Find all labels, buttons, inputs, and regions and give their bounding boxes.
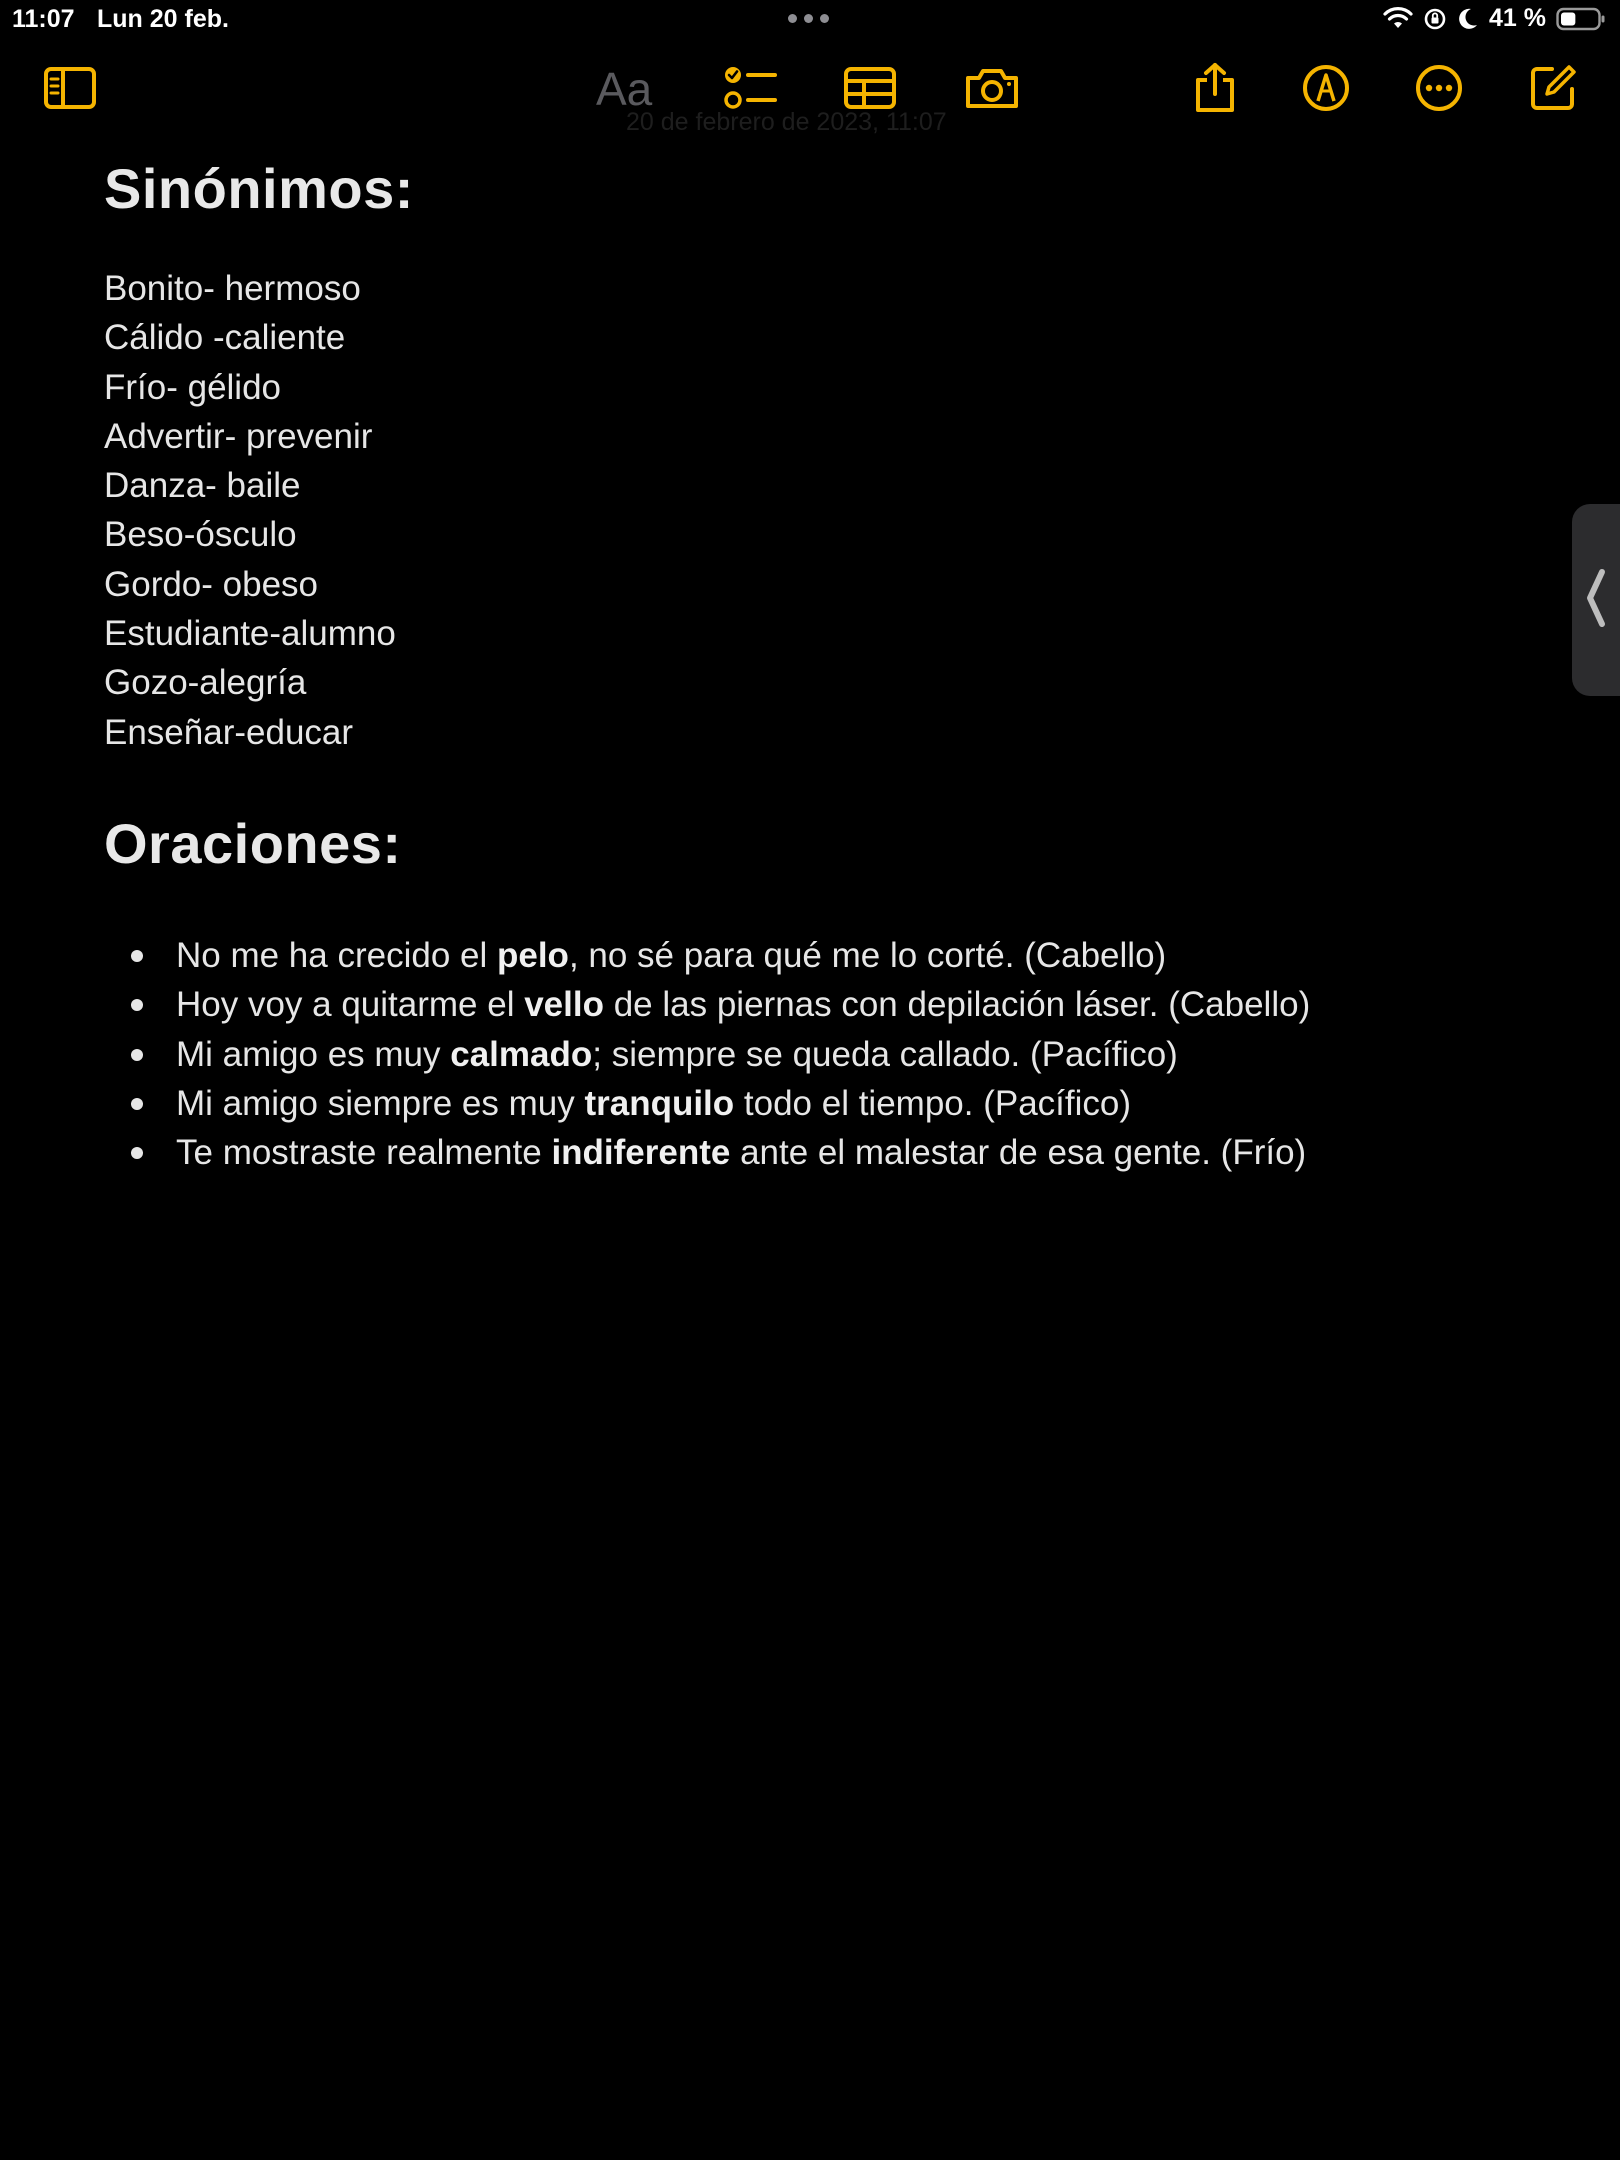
more-ellipsis-icon: [1414, 63, 1464, 118]
chevron-left-icon: [1584, 568, 1608, 633]
synonym-item: Beso-ósculo: [104, 515, 297, 555]
table-icon: [843, 66, 897, 115]
sentence-text: Te mostraste realmente: [176, 1133, 552, 1173]
status-bar: [0, 0, 1620, 40]
dot-icon: [804, 14, 813, 23]
synonyms-heading: Sinónimos:: [104, 157, 414, 220]
sentences-heading: Oraciones:: [104, 811, 402, 875]
battery-percent: 41 %: [1489, 4, 1546, 32]
sentence-item: [176, 1079, 1544, 1128]
sentence-text: todo el tiempo. (Pacífico): [734, 1083, 1132, 1123]
sentence-text: Mi amigo es muy: [176, 1034, 451, 1074]
synonym-item: Danza- baile: [104, 466, 301, 506]
sentence-item: [176, 980, 1544, 1029]
sentence-keyword: indiferente: [551, 1133, 731, 1173]
bullet-icon: [131, 1147, 143, 1159]
synonym-item: Cálido -caliente: [104, 318, 346, 358]
synonyms-list: [104, 264, 1544, 757]
synonym-item: Frío- gélido: [104, 367, 282, 407]
share-icon: [1192, 62, 1238, 119]
bullet-icon: [131, 1049, 143, 1061]
share-button[interactable]: [1185, 60, 1245, 120]
sentence-item: [176, 931, 1544, 980]
note-date: 20 de febrero de 2023, 11:07: [626, 108, 947, 136]
synonym-item: Estudiante-alumno: [104, 614, 396, 654]
dot-icon: [820, 14, 829, 23]
compose-note-button[interactable]: [1523, 60, 1583, 120]
sentence-item: [176, 1030, 1544, 1079]
sentence-text: Hoy voy a quitarme el: [176, 985, 525, 1025]
checklist-icon: [723, 64, 777, 117]
bullet-icon: [131, 999, 143, 1011]
text-format-button[interactable]: Aa: [596, 63, 653, 115]
synonym-item: Gozo-alegría: [104, 663, 307, 703]
markup-pen-icon: [1301, 63, 1351, 118]
sentence-text: , no sé para qué me lo corté. (Cabello): [568, 935, 1167, 975]
bullet-icon: [131, 1098, 143, 1110]
checklist-button[interactable]: [720, 60, 780, 120]
do-not-disturb-moon-icon: [1457, 7, 1479, 31]
sentence-keyword: tranquilo: [584, 1083, 735, 1123]
status-time: 11:07: [12, 5, 75, 33]
synonym-item: Enseñar-educar: [104, 712, 354, 752]
synonym-item: Bonito- hermoso: [104, 269, 361, 308]
sentence-keyword: vello: [524, 985, 604, 1025]
status-indicators: [1383, 4, 1606, 33]
synonym-item: Gordo- obeso: [104, 564, 319, 604]
camera-button[interactable]: [962, 60, 1022, 120]
battery-icon: [1556, 7, 1606, 31]
status-date: Lun 20 feb.: [97, 5, 229, 33]
orientation-lock-icon: [1423, 7, 1447, 31]
sentence-text: ; siempre se queda callado. (Pacífico): [592, 1034, 1178, 1074]
wifi-icon: [1383, 7, 1413, 31]
sentence-keyword: pelo: [496, 935, 569, 975]
more-options-button[interactable]: [1409, 60, 1469, 120]
bullet-icon: [131, 950, 143, 962]
sidebar-toggle-icon: [43, 66, 97, 115]
sidebar-toggle-button[interactable]: [40, 60, 100, 120]
markup-button[interactable]: [1296, 60, 1356, 120]
sentences-list: [104, 931, 1544, 1177]
sentence-text: de las piernas con depilación láser. (Cabello): [603, 985, 1311, 1025]
sentence-keyword: calmado: [450, 1034, 593, 1074]
sentence-item: [176, 1128, 1544, 1177]
sentence-text: No me ha crecido el: [176, 935, 497, 975]
synonym-item: Advertir- prevenir: [104, 416, 373, 456]
note-editor[interactable]: [104, 150, 1544, 1177]
camera-icon: [964, 66, 1020, 115]
compose-note-icon: [1528, 63, 1578, 118]
table-button[interactable]: [840, 60, 900, 120]
side-panel-handle[interactable]: [1572, 504, 1620, 696]
sentence-text: Mi amigo siempre es muy: [176, 1083, 585, 1123]
multitasking-menu-button[interactable]: [788, 14, 829, 23]
dot-icon: [788, 14, 797, 23]
sentence-text: ante el malestar de esa gente. (Frío): [730, 1133, 1307, 1173]
